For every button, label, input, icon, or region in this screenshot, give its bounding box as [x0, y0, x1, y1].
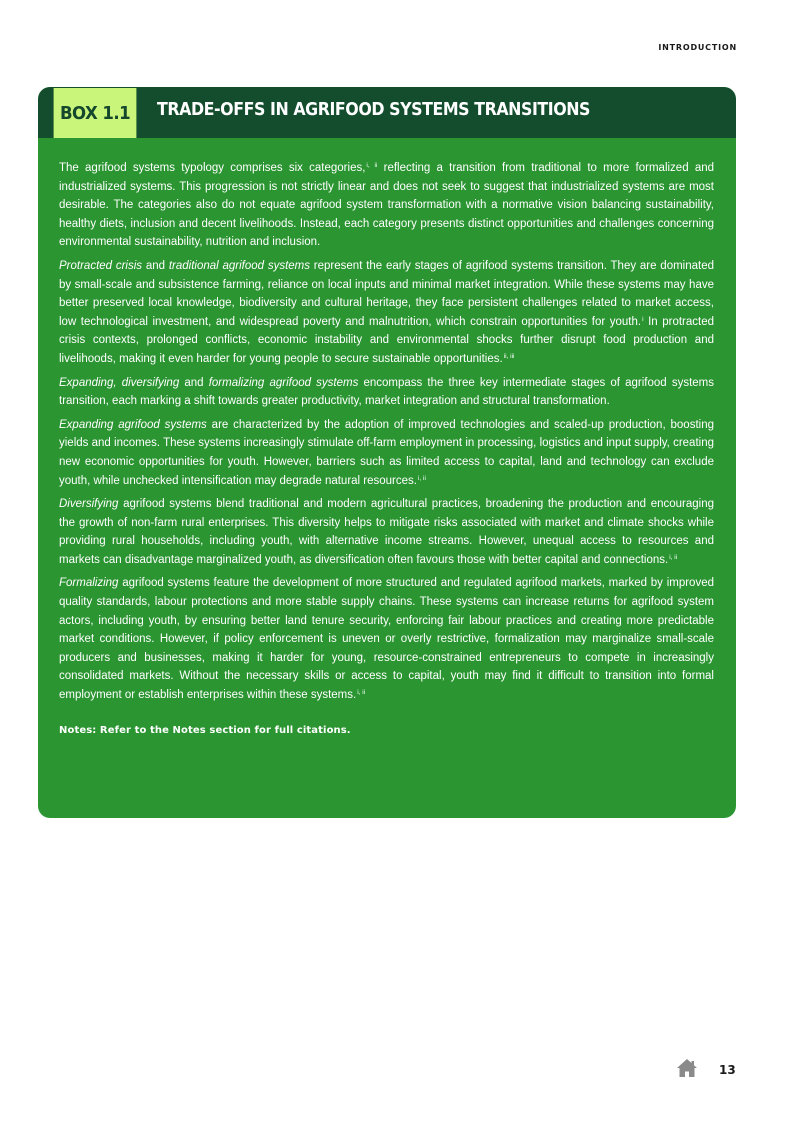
page-number: 13 — [719, 1063, 736, 1077]
box-header — [38, 87, 736, 138]
citation-superscript: i — [642, 315, 644, 323]
home-icon[interactable] — [676, 1058, 698, 1078]
paragraph-formalizing: Formalizing agrifood systems feature the development of more structured and regulated agrifood markets, marked by improved quality standards, labour protections and more stable supply chains. These systems can increase returns for agrifood system actors, including youth, by ensuring better land tenure security, enforcing fair labour practices and creating more predictable market conditions. However, if policy enforcement is uneven or overly restrictive, formalization may marginalize small-scale producers and businesses, making it harder for young, resource-constrained entrepreneurs to compete in increasingly consolidated markets. Without the necessary skills or access to capital, youth may find it difficult to transition into formal employment or establish enterprises within these systems.$^{i, ii}$ — [59, 577, 714, 702]
box-body — [59, 159, 714, 745]
paragraph-expanding: Expanding agrifood systems are characterized by the adoption of improved technologies and scaled-up production, boosting yields and incomes. These systems increasingly stimulate off-farm employment in processing, logistics and input supply, creating new economic opportunities for youth. However, barriers such as limited access to capital, land and technology can exclude youth, while unchecked intensification may degrade natural resources.$^{i, ii}$ — [59, 418, 714, 487]
citation-superscript: i, ii — [366, 162, 378, 169]
paragraph-protracted-crisis: Protracted crisis and traditional agrifood systems represent the early stages of agrifood systems transition. They are dominated by small-scale and subsistence farming, reliance on local inputs and minimal market integration. While these systems may have better preserved local knowledge, biodiversity and cultural heritage, they face persistent challenges related to market access, low technological investment, and widespread poverty and malnutrition, which constrain opportunities for youth.$^i$ In protracted crisis contexts, prolonged conflicts, economic instability and environmental shocks further disrupt food production and livelihoods, making it even harder for young people to secure sustainable opportunities.$^{ii, iii}$ — [59, 259, 715, 365]
box-badge: BOX 1.1 — [54, 88, 137, 138]
box-title: TRADE-OFFS IN AGRIFOOD SYSTEMS TRANSITIONS — [157, 99, 591, 120]
citation-superscript: i, ii — [669, 553, 678, 561]
paragraph-typology: The agrifood systems typology comprises six categories,$^{i, ii}$ reflecting a transition from traditional to more formalized and industrialized systems. This progression is not strictly linear and does not seek to suggest that industrialized systems are most desirable. The categories also do not equate agrifood system transformation with a normative vision balancing sustainability, healthy diets, inclusion and decent livelihoods. Instead, each category presents distinct opportunities and challenges concerning environmental sustainability, nutrition and inclusion. — [59, 162, 715, 249]
citation-superscript: i, ii — [417, 474, 426, 482]
section-label: INTRODUCTION — [658, 43, 737, 52]
citation-superscript: ii, iii — [503, 352, 515, 360]
notes: Notes: Refer to the Notes section for full citations. — [59, 724, 351, 736]
paragraph-intermediate-stages: Expanding, diversifying and formalizing agrifood systems encompass the three key intermediate stages of agrifood systems transition, each marking a shift towards greater productivity, market integration and structural transformation. — [59, 376, 714, 408]
citation-superscript: i, ii — [357, 689, 366, 697]
box-1-1 — [38, 87, 736, 818]
paragraph-diversifying: Diversifying agrifood systems blend traditional and modern agricultural practices, broadening the production and encouraging the growth of non-farm rural enterprises. This diversity helps to mitigate risks associated with market and climate shocks while providing rural households, including youth, with alternative income streams. However, unequal access to resources and markets can disadvantage marginalized youth, as diversification often favours those with better capital and connections.$^{i, ii}$ — [59, 498, 714, 566]
